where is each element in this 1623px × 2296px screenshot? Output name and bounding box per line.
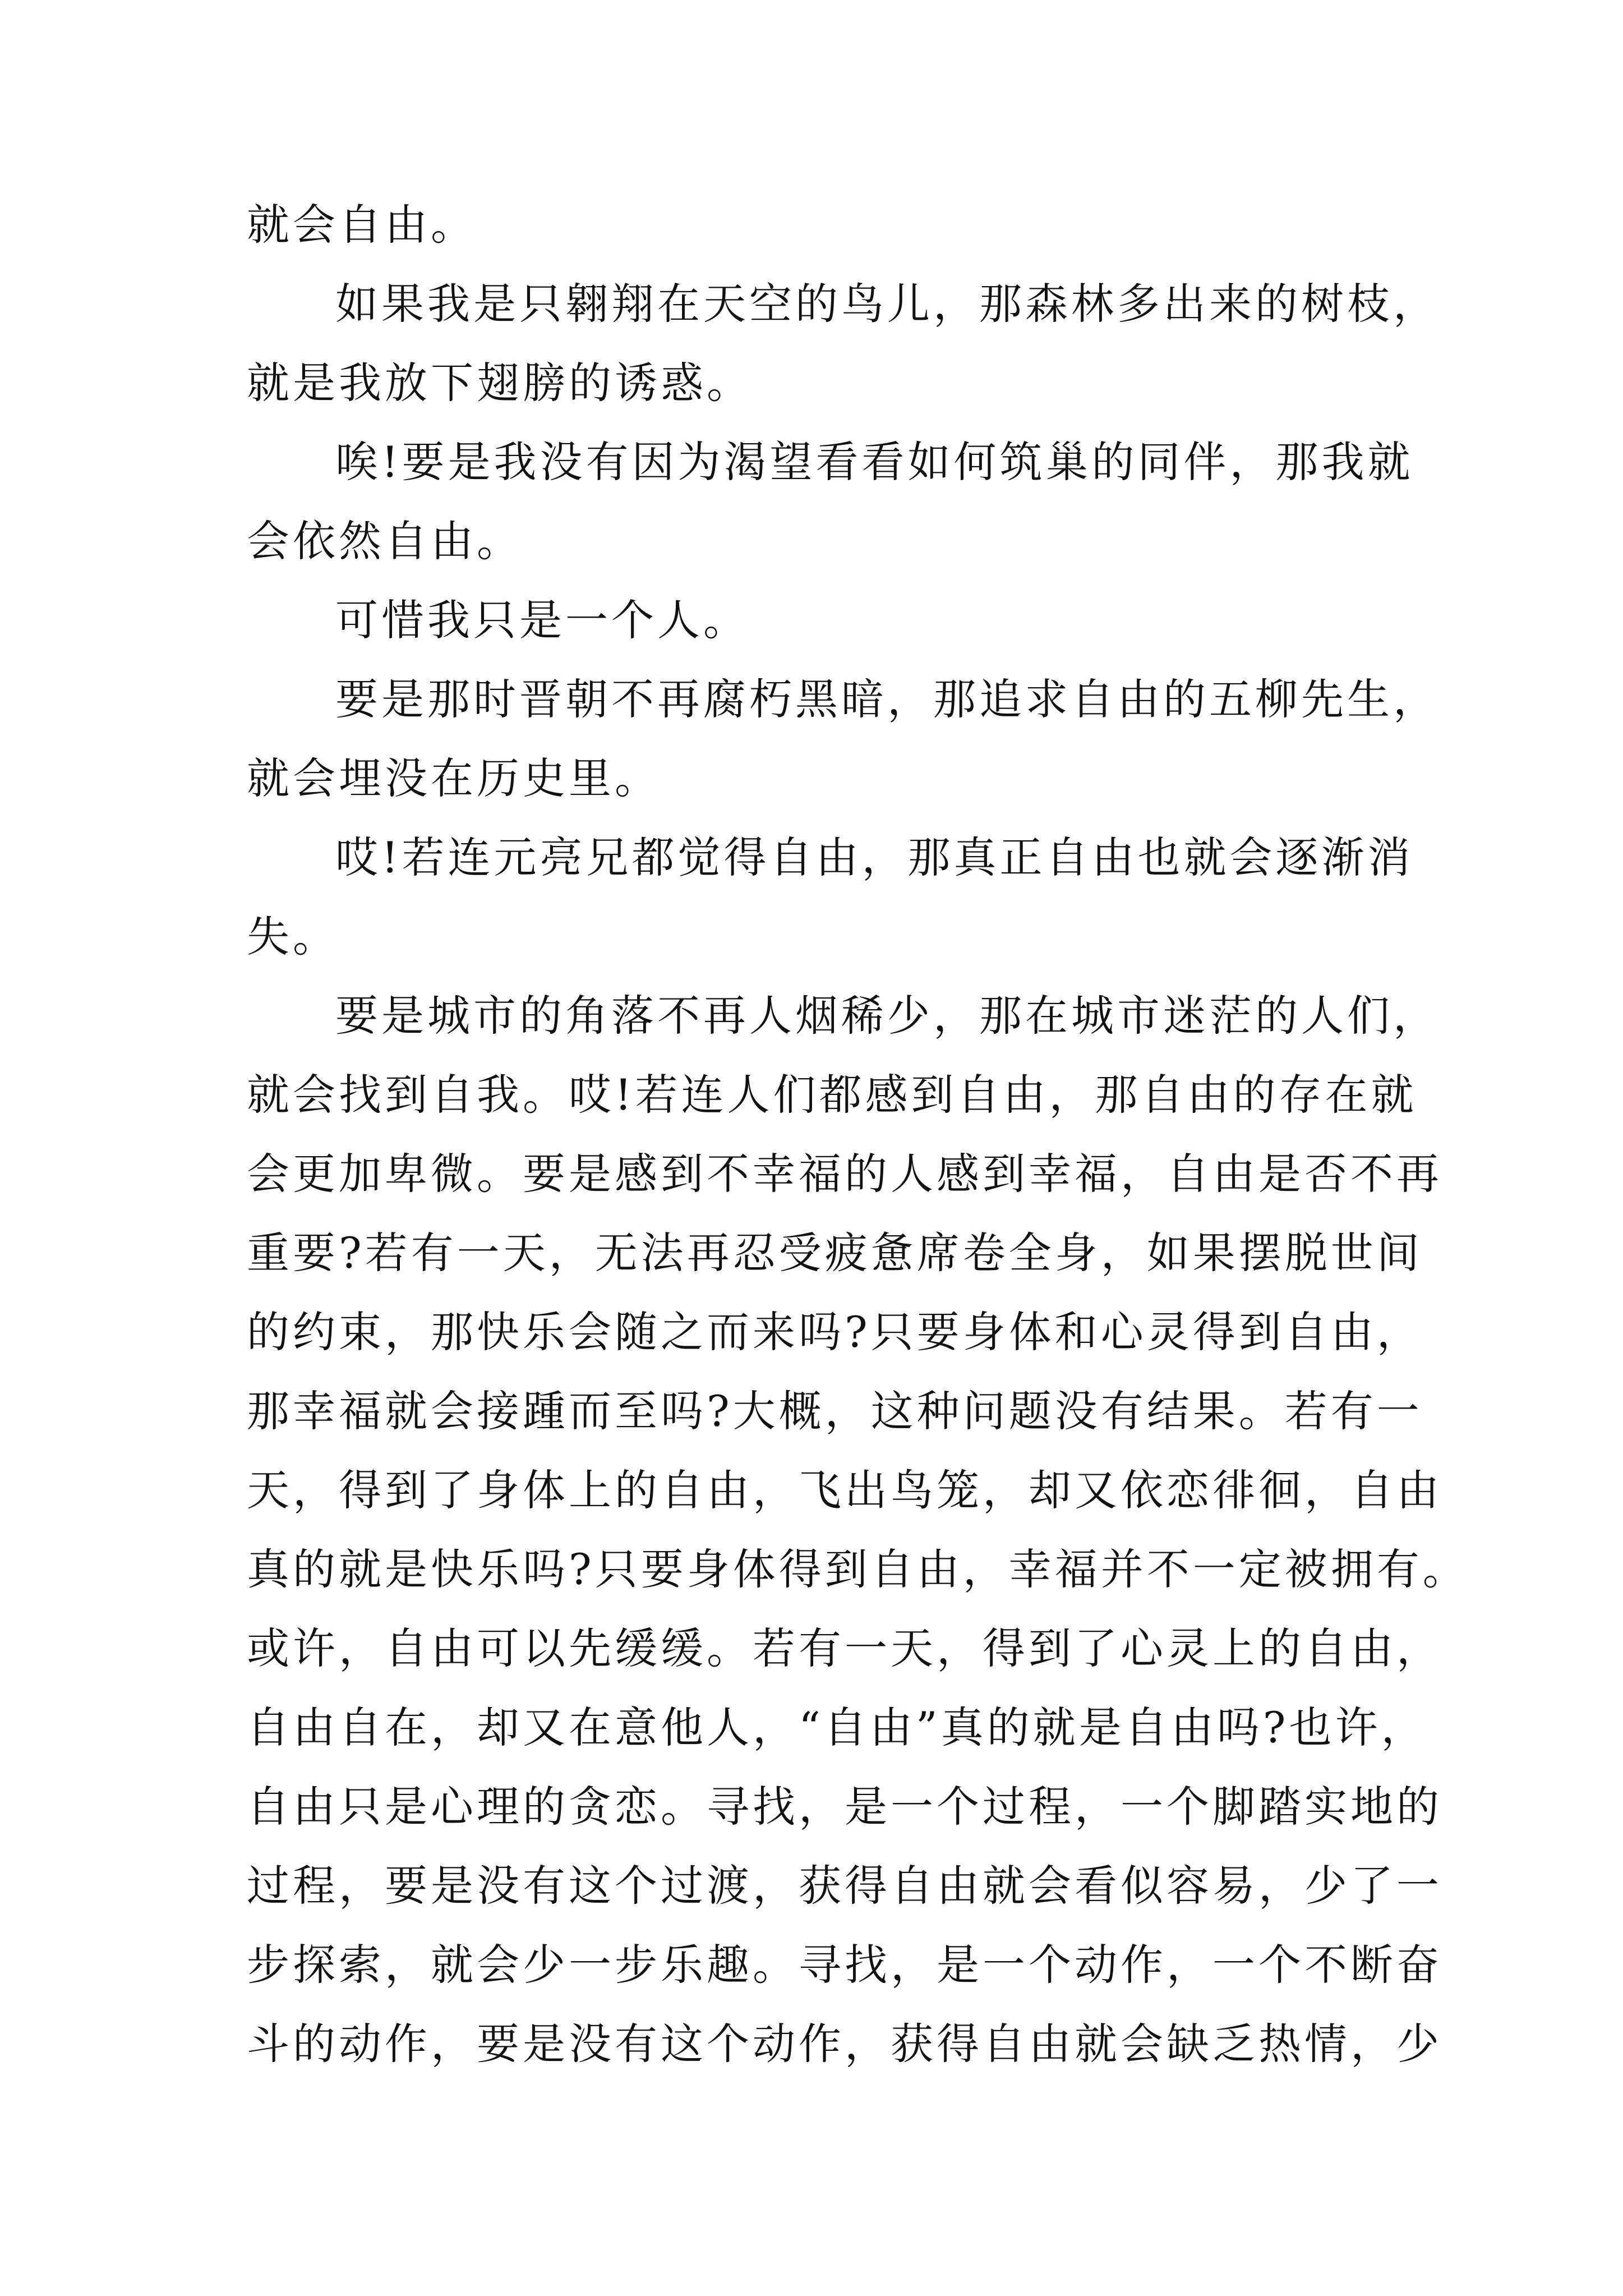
text-line: 就是我放下翅膀的诱惑。 [247,358,753,408]
text-line: 失。 [247,912,339,961]
text-line: 要是那时晋朝不再腐朽黑暗，那追求自由的五柳先生， [335,674,1439,724]
text-line: 或许，自由可以先缓缓。若有一天，得到了心灵上的自由， [247,1623,1442,1673]
text-line: 真的就是快乐吗?只要身体得到自由，幸福并不一定被拥有。 [247,1544,1469,1594]
text-line: 过程，要是没有这个过渡，获得自由就会看似容易，少了一 [247,1861,1442,1911]
text-line: 斗的动作，要是没有这个动作，获得自由就会缺乏热情，少 [247,2019,1442,2069]
text-line: 就会找到自我。哎!若连人们都感到自由，那自由的存在就 [247,1070,1417,1120]
text-line: 自由自在，却又在意他人，“自由”真的就是自由吗?也许， [247,1703,1427,1752]
text-line: 唉!要是我没有因为渴望看看如何筑巢的同伴，那我就 [335,437,1414,487]
text-line: 那幸福就会接踵而至吗?大概，这种问题没有结果。若有一 [247,1386,1423,1436]
text-line: 的约束，那快乐会随之而来吗?只要身体和心灵得到自由， [247,1307,1423,1357]
text-line: 重要?若有一天，无法再忍受疲惫席卷全身，如果摆脱世间 [247,1228,1423,1278]
text-line: 就会自由。 [247,200,477,250]
text-line: 会更加卑微。要是感到不幸福的人感到幸福，自由是否不再 [247,1149,1442,1199]
text-line: 自由只是心理的贪恋。寻找，是一个过程，一个脚踏实地的 [247,1782,1442,1832]
text-line: 可惜我只是一个人。 [335,595,749,645]
text-line: 就会埋没在历史里。 [247,753,661,803]
text-line: 如果我是只翱翔在天空的鸟儿，那森林多出来的树枝， [335,279,1439,329]
text-line: 要是城市的角落不再人烟稀少，那在城市迷茫的人们， [335,991,1439,1041]
body-text [247,185,1469,2083]
text-line: 会依然自由。 [247,516,523,566]
text-line: 哎!若连元亮兄都觉得自由，那真正自由也就会逐渐消 [335,832,1414,882]
text-line: 天，得到了身体上的自由，飞出鸟笼，却又依恋徘徊，自由 [247,1465,1442,1515]
text-line: 步探索，就会少一步乐趣。寻找，是一个动作，一个不断奋 [247,1940,1442,1990]
